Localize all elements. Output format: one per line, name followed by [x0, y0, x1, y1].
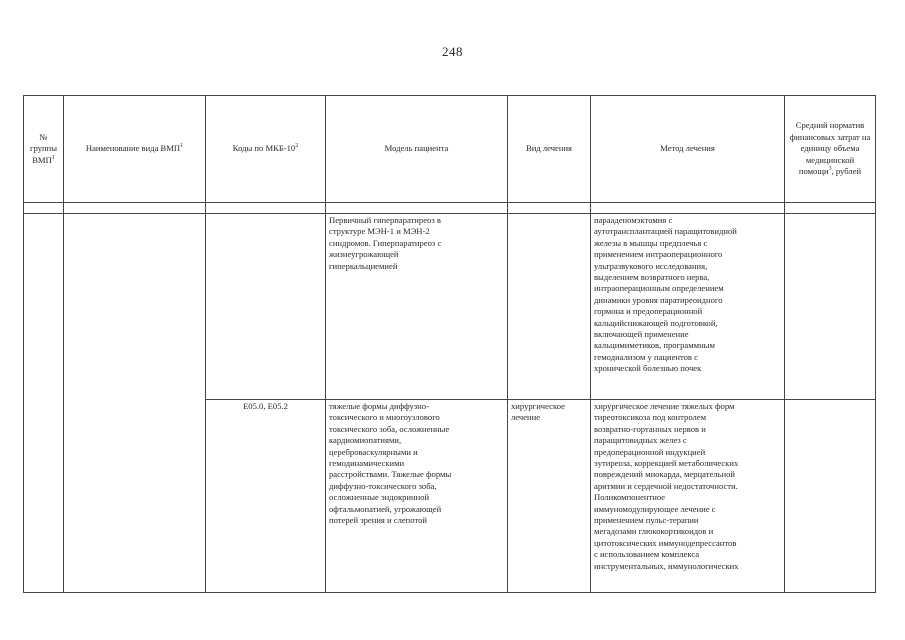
cell-treatment: хирургическое лечение	[508, 400, 591, 593]
header-treatment-type: Вид лечения	[508, 96, 591, 203]
cell-cost	[785, 400, 876, 593]
cell-codes: E05.0, E05.2	[206, 400, 326, 593]
cell-group	[24, 214, 64, 593]
cell-treatment	[508, 214, 591, 400]
cell-name	[64, 214, 206, 593]
header-patient-model: Модель пациента	[326, 96, 508, 203]
table-row	[24, 214, 876, 400]
cell-method: хирургическое лечение тяжелых форм тиреотоксикоза под контролем возвратно-гортанных нервов и паращитовидных желез с предоперационной индукцией эутиреоза, коррекцией метаболических повреждений миокарда, мерцательной аритмии и сердечной недостаточности. Поликомпонентное иммуномодулирующее лечение с применением пульс-терапии мегадозами глюкокортикоидов и цитотоксических иммунодепрессантов с использованием комплекса инструментальных, иммунологических	[591, 400, 785, 593]
cell-model: Первичный гиперпаратиреоз в структуре МЭН-1 и МЭН-2 синдромов. Гиперпаратиреоз с жизнеугрожающей гиперкальциемией	[326, 214, 508, 400]
header-row	[24, 96, 876, 203]
cell-method: парааденомэктомия с аутотрансплантацией паращитовидной железы в мышцы предплечья с применением интраоперационного ультразвукового исследования, выделением возвратного нерва, интраоперационным определением динамики уровня паратиреоидного гормона и предоперационной кальцийснижающей подготовкой, включающей применение кальцимиметиков, программным гемодиализом у пациентов с хронической болезнью почек	[591, 214, 785, 400]
vmp-table	[23, 95, 876, 593]
cell-codes	[206, 214, 326, 400]
header-group-number: № группы ВМП$^1$	[24, 96, 64, 203]
cell-model: тяжелые формы диффузно- токсического и многоузлового токсического зоба, осложненные кардиомиопатиями, цереброваскулярными и гемодинамическими расстройствами. Тяжелые формы диффузно-токсического зоба, осложненные эндокринной офтальмопатией, угрожающей потерей зрения и слепотой	[326, 400, 508, 593]
page-number: 248	[442, 44, 463, 59]
header-average-cost: Средний норматив финансовых затрат на единицу объема медицинской помощи$^3$, рублей	[785, 96, 876, 203]
header-vmp-name: Наименование вида ВМП$^1$	[64, 96, 206, 203]
header-icd-codes: Коды по МКБ-$10^2$	[206, 96, 326, 203]
spacer-row	[24, 203, 876, 214]
cell-cost	[785, 214, 876, 400]
header-treatment-method: Метод лечения	[591, 96, 785, 203]
